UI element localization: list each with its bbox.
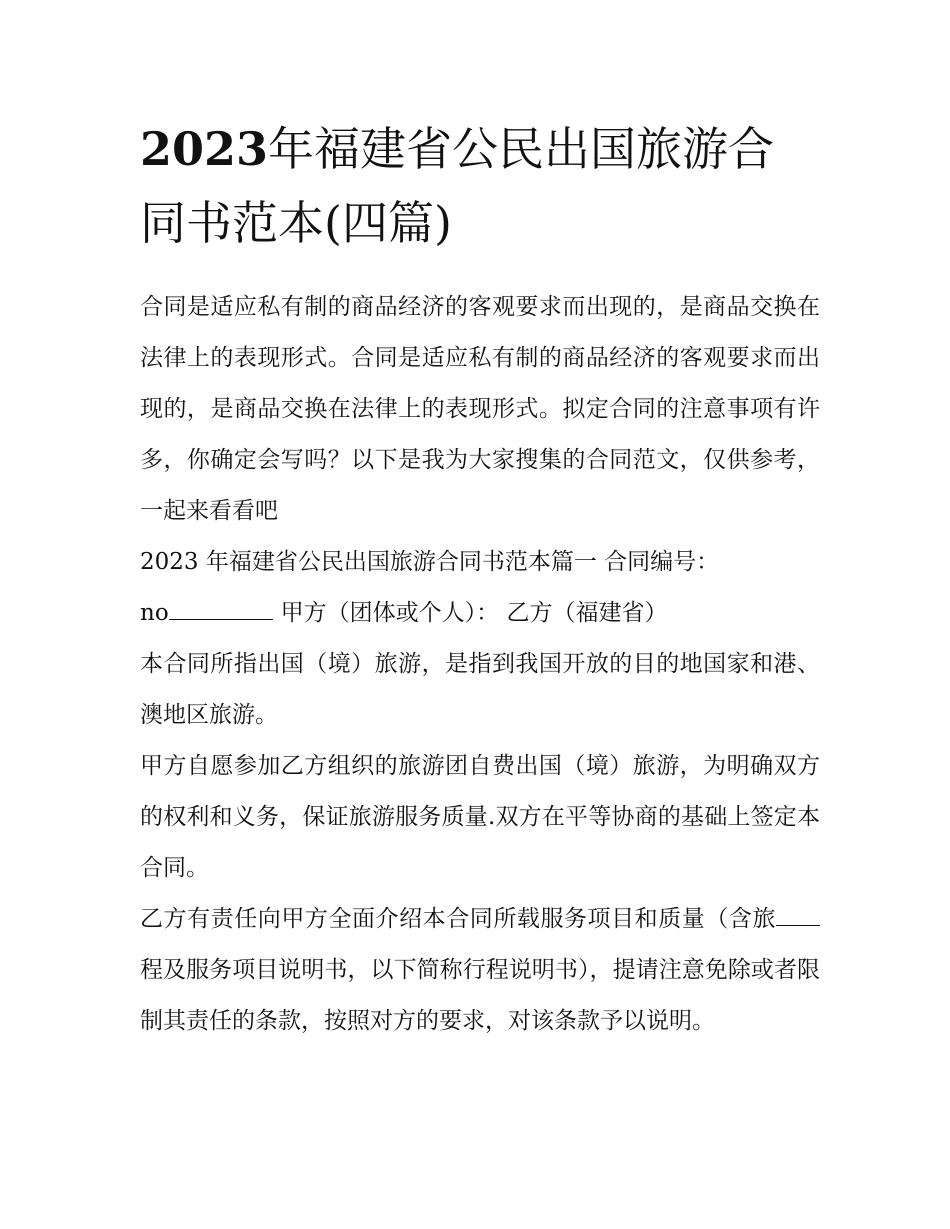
parties-line [140,588,820,639]
document-body [140,112,820,1047]
document-title-year: 2023 [140,122,269,176]
contract-number-prefix: no [140,600,169,626]
itinerary-blank [776,924,820,926]
scope-paragraph: 本合同所指出国（境）旅游，是指到我国开放的目的地国家和港、澳地区旅游。 [140,651,820,728]
contract-number-blank [169,618,273,620]
purpose-paragraph: 甲方自愿参加乙方组织的旅游团自费出国（境）旅游，为明确双方的权利和义务，保证旅游服务质量.双方在平等协商的基础上签定本合同。 [140,753,820,881]
document-title-text: 年福建省公民出国旅游合同书范本(四篇) [140,122,775,250]
section-heading: 2023 年福建省公民出国旅游合同书范本篇一 合同编号： [140,549,720,575]
duty-paragraph [140,894,820,1047]
document-title [140,112,820,260]
duty-paragraph-rest: 程及服务项目说明书，以下简称行程说明书），提请注意免除或者限制其责任的条款，按照对方的要求，对该条款予以说明。 [140,957,820,1034]
parties-text: 甲方（团体或个人）： 乙方（福建省） [280,600,668,626]
duty-paragraph-start: 乙方有责任向甲方全面介绍本合同所载服务项目和质量（含旅 [140,906,776,932]
intro-paragraph: 合同是适应私有制的商品经济的客观要求而出现的，是商品交换在法律上的表现形式。合同是适应私有制的商品经济的客观要求而出现的，是商品交换在法律上的表现形式。拟定合同的注意事项有许多，你确定会写吗？以下是我为大家搜集的合同范文，仅供参考，一起来看看吧 [140,294,820,524]
